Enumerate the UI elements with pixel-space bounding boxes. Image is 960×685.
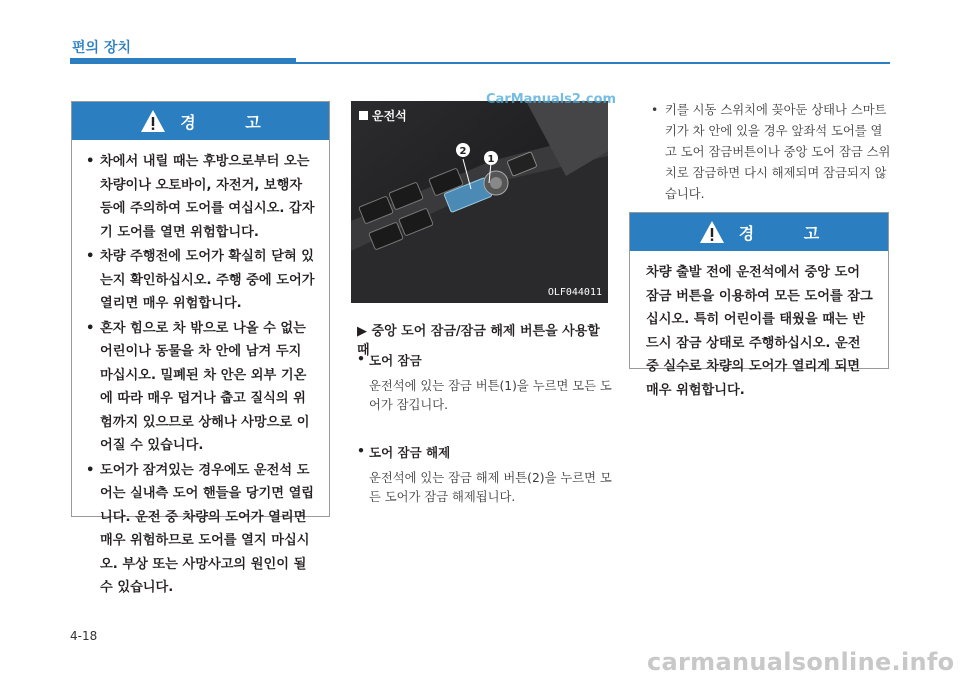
header-rule-thin [296,62,890,64]
warning-header [630,213,888,251]
warning-text: 차량 출발 전에 운전석에서 중앙 도어 잠금 버튼을 이용하여 모든 도어를 잠그십시오. 특히 어린이를 태웠을 때는 반드시 잠금 상태로 주행하십시오. 운전 중 실수로 차량의 도어가 열리게 되면 매우 위험합니다. [646,265,873,398]
warning-box-lock [629,212,889,398]
warning-triangle-icon [699,220,725,244]
key-note-text: 키를 시동 스위치에 꽂아둔 상태나 스마트키가 차 안에 있을 경우 앞좌석 도어를 열고 도어 잠금버튼이나 중앙 도어 잠금 스위치로 잠금하면 다시 해제되며 잠금되지 않습니다. [665,103,891,201]
warning-title: 경 고 [180,112,283,132]
page-number: 4-18 [70,629,98,643]
callout-1: 1 [487,154,495,165]
section-heading: ▶ 중앙 도어 잠금/잠금 해제 버튼을 사용할 때 [357,324,600,358]
lock-heading: • 도어 잠금 [357,351,612,369]
warning-triangle-icon [140,109,166,133]
warning-title: 경 고 [738,223,842,243]
lock-description: 운전석에 있는 잠금 버튼(1)을 누르면 모든 도어가 잠깁니다. [369,379,612,412]
unlock-description: 운전석에 있는 잠금 해제 버튼(2)을 누르면 모든 도어가 잠금 해제됩니다. [369,471,612,504]
door-switch-photo [351,101,608,303]
lock-subsection [357,351,612,415]
door-panel-illustration [351,101,608,303]
figure-code: OLF044011 [547,287,602,298]
bullet: • [651,103,659,117]
warning-item: • 차에서 내릴 때는 후방으로부터 오는 차량이나 오토바이, 자전거, 보행자 등에 주의하여 도어를 여십시오. 갑자기 도어를 열면 위험합니다. [86,150,317,244]
footer-watermark: carmanualsonline.info [647,648,955,676]
warning-item: • 도어가 잠겨있는 경우에도 운전석 도어는 실내측 도어 핸들을 당기면 열립니다. 운전 중 차량의 도어가 열리면 매우 위험하므로 도어를 열지 마십시오. 부상 또는 사망사고의 원인이 될 수 있습니다. [86,459,317,600]
figure-label [359,107,407,124]
square-bullet-icon [359,111,368,120]
section-title: 편의 장치 [72,40,131,56]
callout-2: 2 [459,146,467,157]
unlock-subsection [357,443,612,507]
warning-box-exit [71,101,330,595]
site-watermark: CarManuals2.com [486,92,617,107]
warning-header [72,102,329,140]
figure-label-text: 운전석 [372,109,407,123]
header-rule-thick [70,58,296,64]
key-note [651,100,891,205]
warning-item: • 차량 주행전에 도어가 확실히 닫혀 있는지 확인하십시오. 주행 중에 도어가 열리면 매우 위험합니다. [86,245,317,316]
unlock-heading: • 도어 잠금 해제 [357,443,612,461]
warning-item: • 혼자 힘으로 차 밖으로 나올 수 없는 어린이나 동물을 차 안에 남겨 두지 마십시오. 밀폐된 차 안은 외부 기온에 따라 매우 덥거나 춥고 질식의 위험까지 있으므로 상해나 사망으로 이어질 수 있습니다. [86,317,317,458]
warning-list [72,140,329,609]
